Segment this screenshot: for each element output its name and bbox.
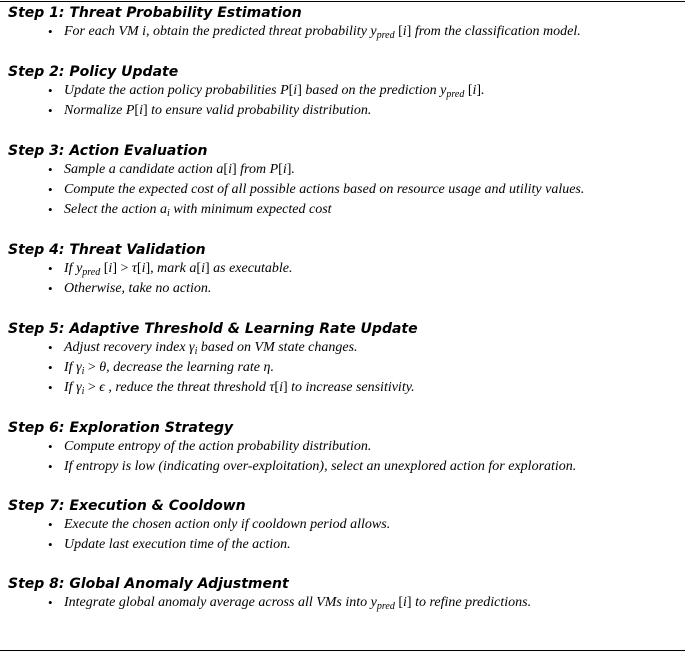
step-bullet: [8, 259, 678, 279]
math-variable: a: [216, 162, 224, 177]
math-symbol: ]: [282, 380, 288, 395]
bullet-text: as executable.: [209, 261, 293, 276]
math-variable: i: [228, 162, 232, 177]
math-symbol: [: [134, 103, 140, 118]
math-subscript: pred: [82, 267, 101, 278]
step-title: Step 8: Global Anomaly Adjustment: [8, 576, 289, 592]
step-bullet: [8, 338, 678, 358]
step-title: Step 2: Policy Update: [8, 64, 179, 80]
bullet-text: , decrease the learning rate: [106, 360, 264, 375]
bullet-text: to ensure valid probability distribution.: [147, 103, 372, 118]
math-symbol: [: [103, 261, 109, 276]
algorithm-box: [0, 1, 685, 651]
math-variable: a: [160, 202, 168, 217]
bullet-text: If: [64, 261, 77, 276]
bullet-text: with minimum expected cost: [169, 202, 332, 217]
step-items: [8, 515, 678, 555]
math-subscript: i: [81, 366, 85, 377]
math-symbol: [: [398, 595, 404, 610]
math-variable: i: [279, 380, 283, 395]
bullet-text: , obtain the predicted threat probability: [146, 24, 371, 39]
step-bullet: [8, 180, 678, 200]
math-symbol: ]: [145, 261, 151, 276]
math-symbol: ]: [476, 83, 482, 98]
math-symbol: [: [196, 261, 202, 276]
step-items: [8, 81, 678, 121]
math-variable: y: [370, 595, 377, 610]
math-subscript: i: [167, 208, 170, 219]
math-symbol: [: [398, 24, 403, 39]
step-bullet: [8, 593, 678, 613]
bullet-text: based on the prediction: [301, 83, 441, 98]
step-items: [8, 259, 678, 299]
bullet-text: Compute entropy of the action probability distribution.: [64, 439, 372, 454]
step-items: [8, 593, 678, 613]
math-variable: γ: [76, 360, 82, 375]
math-variable: a: [189, 261, 197, 276]
math-variable: i: [108, 261, 113, 276]
step-title: Step 5: Adaptive Threshold & Learning Rate Update: [8, 321, 418, 337]
math-variable: P: [280, 83, 289, 98]
math-subscript: pred: [376, 601, 395, 612]
bullet-text: based on VM state changes.: [197, 340, 358, 355]
step-bullet: [8, 81, 678, 101]
math-symbol: >: [84, 360, 100, 375]
step-bullet: [8, 101, 678, 121]
math-symbol: ]: [297, 83, 302, 98]
math-variable: y: [76, 261, 83, 276]
bullet-text: , mark: [150, 261, 190, 276]
step-bullet: [8, 279, 678, 299]
step-3: [8, 142, 678, 220]
bullet-text: , reduce the threat threshold: [104, 380, 270, 395]
bullet-text: from the classification model.: [411, 24, 581, 39]
math-variable: θ: [99, 360, 107, 375]
bullet-text: Integrate global anomaly average across all VMs into: [64, 595, 371, 610]
math-symbol: [: [223, 162, 229, 177]
step-items: [8, 338, 678, 398]
bullet-text: .: [270, 360, 274, 375]
bullet-text: Select the action: [64, 202, 161, 217]
math-variable: η: [263, 360, 271, 375]
bullet-text: to refine predictions.: [411, 595, 532, 610]
bullet-text: If: [64, 360, 77, 375]
math-subscript: pred: [376, 30, 395, 41]
step-bullet: [8, 160, 678, 180]
step-bullet: [8, 437, 678, 457]
math-symbol: >: [84, 380, 100, 395]
step-5: [8, 320, 678, 398]
bullet-text: If: [64, 380, 77, 395]
math-subscript: pred: [446, 89, 465, 100]
math-variable: i: [472, 83, 477, 98]
math-variable: i: [293, 83, 298, 98]
bullet-text: .: [481, 83, 485, 98]
math-variable: γ: [76, 380, 82, 395]
bullet-text: Sample a candidate action: [64, 162, 217, 177]
math-symbol: ]: [204, 261, 210, 276]
bullet-text: Update last execution time of the action.: [64, 537, 291, 552]
math-variable: y: [440, 83, 447, 98]
step-title: Step 3: Action Evaluation: [8, 143, 208, 159]
step-title: Step 6: Exploration Strategy: [8, 420, 234, 436]
step-7: [8, 497, 678, 555]
math-symbol: ] >: [112, 261, 132, 276]
bullet-text: Update the action policy probabilities: [64, 83, 281, 98]
bullet-text: Adjust recovery index: [64, 340, 190, 355]
math-symbol: ]: [142, 103, 148, 118]
math-symbol: [: [136, 261, 142, 276]
math-symbol: ]: [406, 595, 412, 610]
math-symbol: [: [274, 380, 280, 395]
step-items: [8, 22, 678, 42]
math-variable: τ: [269, 380, 275, 395]
bullet-text: Execute the chosen action only if cooldown period allows.: [64, 517, 391, 532]
step-8: [8, 575, 678, 613]
math-subscript: i: [194, 346, 198, 357]
step-6: [8, 419, 678, 477]
bullet-text: If entropy is low (indicating over-exploitation), select an unexplored action for exploration.: [64, 459, 577, 474]
math-subscript: i: [81, 386, 85, 397]
step-4: [8, 241, 678, 299]
math-variable: VM i: [118, 24, 147, 39]
step-items: [8, 160, 678, 220]
math-variable: i: [402, 24, 407, 39]
step-bullet: [8, 457, 678, 477]
step-bullet: [8, 535, 678, 555]
math-symbol: ]: [406, 24, 412, 39]
step-title: Step 7: Execution & Cooldown: [8, 498, 246, 514]
math-variable: i: [139, 103, 143, 118]
bullet-text: .: [291, 162, 295, 177]
math-symbol: [: [278, 162, 283, 177]
math-symbol: [: [288, 83, 294, 98]
step-title: Step 1: Threat Probability Estimation: [8, 5, 302, 21]
step-items: [8, 437, 678, 477]
math-variable: τ: [131, 261, 137, 276]
math-variable: P: [269, 162, 279, 177]
bullet-text: For each: [64, 24, 119, 39]
math-variable: i: [282, 162, 287, 177]
step-bullet: [8, 22, 678, 42]
math-variable: y: [370, 24, 377, 39]
math-variable: i: [201, 261, 205, 276]
bullet-text: Otherwise, take no action.: [64, 281, 212, 296]
bullet-text: to increase sensitivity.: [287, 380, 415, 395]
step-bullet: [8, 200, 678, 220]
bullet-text: Compute the expected cost of all possible actions based on resource usage and utility values.: [64, 182, 585, 197]
math-variable: i: [141, 261, 146, 276]
math-symbol: ]: [286, 162, 292, 177]
math-variable: ϵ: [99, 380, 105, 395]
step-bullet: [8, 358, 678, 378]
math-symbol: [: [467, 83, 473, 98]
bullet-text: Normalize: [64, 103, 126, 118]
math-symbol: ]: [231, 162, 237, 177]
step-bullet: [8, 378, 678, 398]
math-variable: i: [403, 595, 407, 610]
step-1: [8, 4, 678, 42]
math-variable: P: [125, 103, 135, 118]
step-bullet: [8, 515, 678, 535]
step-2: [8, 63, 678, 121]
step-title: Step 4: Threat Validation: [8, 242, 206, 258]
bullet-text: from: [236, 162, 270, 177]
math-variable: γ: [189, 340, 195, 355]
